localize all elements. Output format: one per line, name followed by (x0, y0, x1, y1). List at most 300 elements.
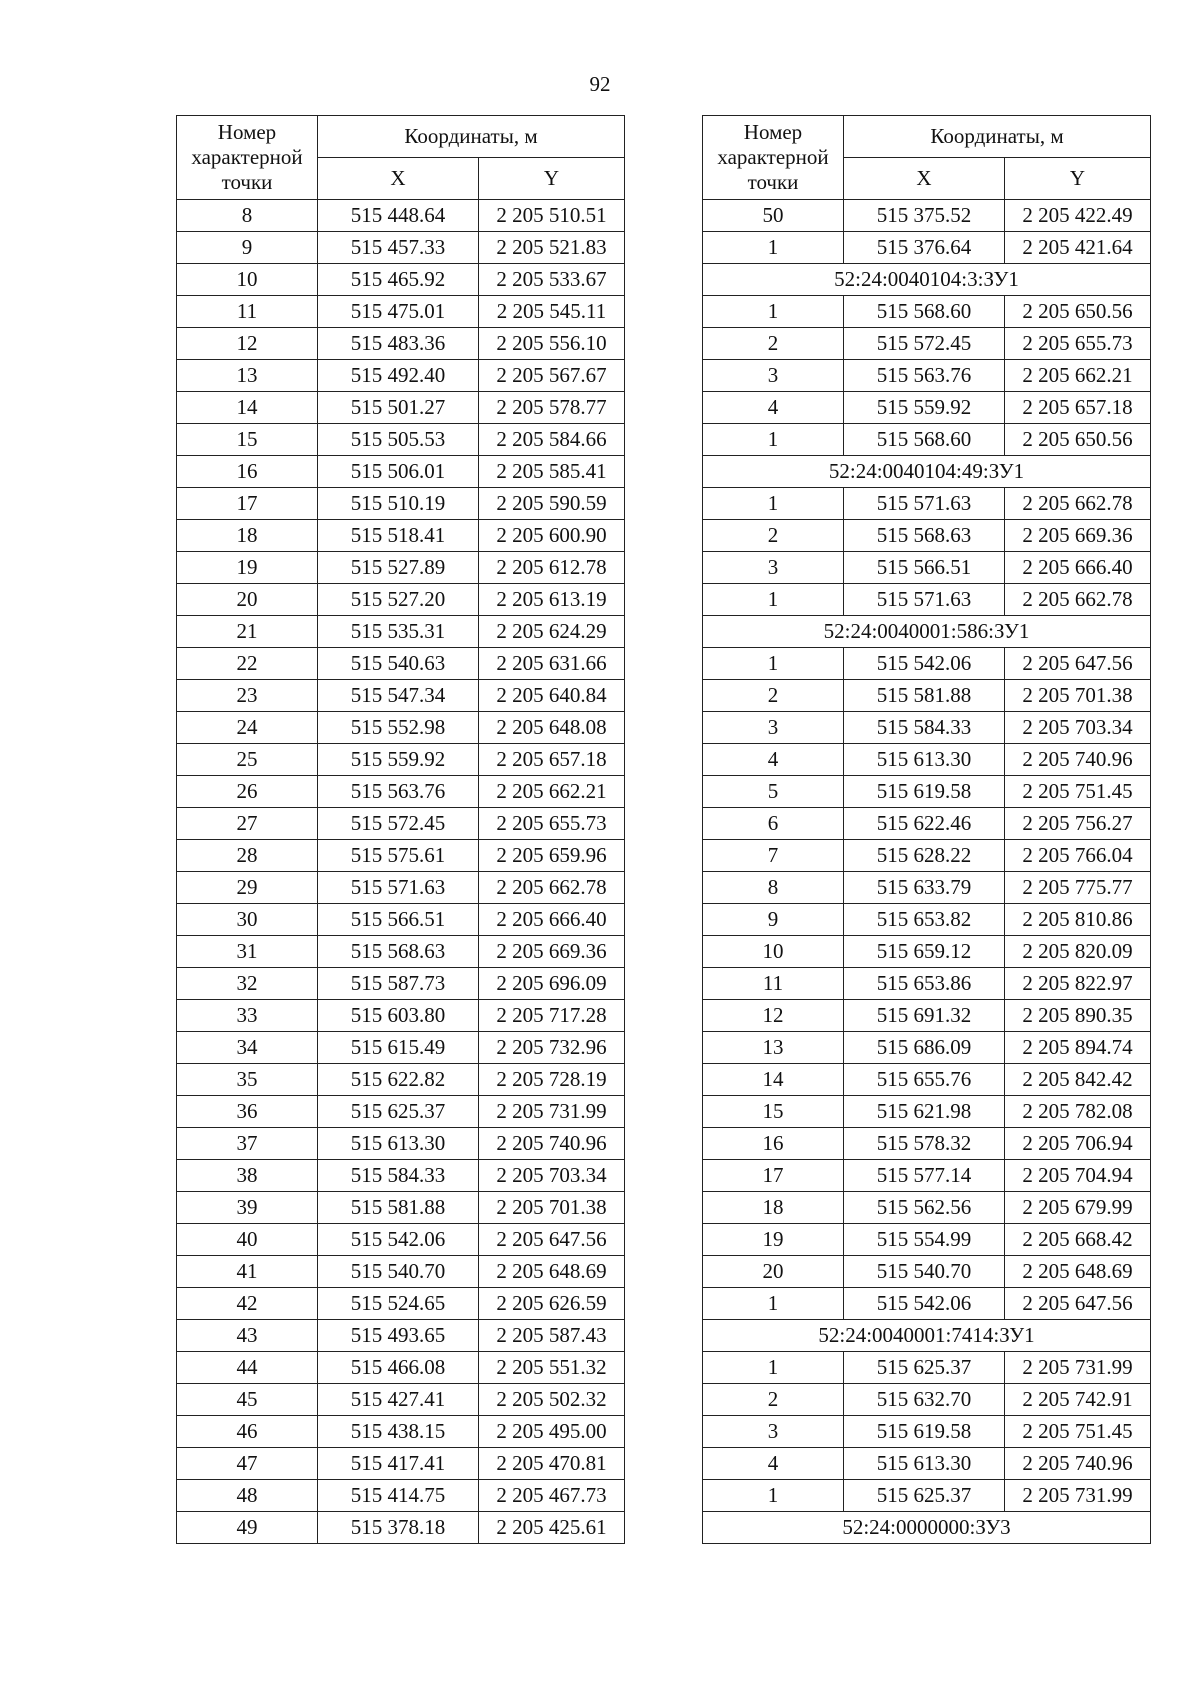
x-coordinate-cell: 515 619.58 (844, 776, 1005, 808)
coordinates-table-left (176, 115, 625, 1544)
y-coordinate-cell: 2 205 751.45 (1005, 776, 1151, 808)
table-row (703, 584, 1151, 616)
x-coordinate-cell: 515 691.32 (844, 1000, 1005, 1032)
y-coordinate-cell: 2 205 612.78 (479, 552, 625, 584)
table-row (177, 1352, 625, 1384)
x-coordinate-cell: 515 581.88 (844, 680, 1005, 712)
point-number-cell: 29 (177, 872, 318, 904)
point-number-cell: 43 (177, 1320, 318, 1352)
point-number-cell: 4 (703, 392, 844, 424)
point-number-cell: 16 (177, 456, 318, 488)
x-coordinate-cell: 515 518.41 (318, 520, 479, 552)
y-coordinate-cell: 2 205 657.18 (1005, 392, 1151, 424)
x-coordinate-cell: 515 457.33 (318, 232, 479, 264)
point-number-cell: 3 (703, 552, 844, 584)
table-row (177, 680, 625, 712)
point-number-cell: 1 (703, 424, 844, 456)
y-coordinate-cell: 2 205 510.51 (479, 200, 625, 232)
point-number-cell: 6 (703, 808, 844, 840)
x-coordinate-cell: 515 417.41 (318, 1448, 479, 1480)
section-row (703, 264, 1151, 296)
x-coordinate-cell: 515 659.12 (844, 936, 1005, 968)
y-coordinate-cell: 2 205 650.56 (1005, 296, 1151, 328)
table-row (703, 648, 1151, 680)
point-number-cell: 36 (177, 1096, 318, 1128)
table-row (177, 744, 625, 776)
point-number-cell: 40 (177, 1224, 318, 1256)
x-coordinate-cell: 515 535.31 (318, 616, 479, 648)
x-coordinate-cell: 515 376.64 (844, 232, 1005, 264)
table-row (703, 552, 1151, 584)
x-coordinate-cell: 515 566.51 (844, 552, 1005, 584)
table-row (177, 1032, 625, 1064)
x-coordinate-cell: 515 568.60 (844, 424, 1005, 456)
table-row (703, 776, 1151, 808)
x-coordinate-cell: 515 633.79 (844, 872, 1005, 904)
section-row (703, 616, 1151, 648)
table-row (703, 424, 1151, 456)
x-coordinate-cell: 515 375.52 (844, 200, 1005, 232)
y-coordinate-cell: 2 205 590.59 (479, 488, 625, 520)
table-row (177, 456, 625, 488)
y-coordinate-cell: 2 205 820.09 (1005, 936, 1151, 968)
table-row (703, 232, 1151, 264)
section-row (703, 1512, 1151, 1544)
x-coordinate-cell: 515 427.41 (318, 1384, 479, 1416)
x-coordinate-cell: 515 492.40 (318, 360, 479, 392)
point-number-cell: 47 (177, 1448, 318, 1480)
x-coordinate-cell: 515 655.76 (844, 1064, 1005, 1096)
x-coordinate-cell: 515 632.70 (844, 1384, 1005, 1416)
table-row (177, 520, 625, 552)
y-coordinate-cell: 2 205 647.56 (1005, 648, 1151, 680)
x-coordinate-cell: 515 542.06 (318, 1224, 479, 1256)
y-coordinate-cell: 2 205 584.66 (479, 424, 625, 456)
point-number-cell: 17 (703, 1160, 844, 1192)
x-coordinate-cell: 515 613.30 (318, 1128, 479, 1160)
point-number-cell: 24 (177, 712, 318, 744)
x-coordinate-cell: 515 653.86 (844, 968, 1005, 1000)
table-row (703, 1064, 1151, 1096)
point-number-cell: 25 (177, 744, 318, 776)
x-coordinate-cell: 515 527.89 (318, 552, 479, 584)
point-number-cell: 37 (177, 1128, 318, 1160)
y-coordinate-cell: 2 205 626.59 (479, 1288, 625, 1320)
table-body (177, 200, 625, 1544)
y-coordinate-cell: 2 205 742.91 (1005, 1384, 1151, 1416)
y-coordinate-cell: 2 205 703.34 (1005, 712, 1151, 744)
point-number-cell: 38 (177, 1160, 318, 1192)
x-coordinate-cell: 515 547.34 (318, 680, 479, 712)
x-coordinate-cell: 515 622.46 (844, 808, 1005, 840)
x-coordinate-cell: 515 501.27 (318, 392, 479, 424)
point-number-cell: 2 (703, 680, 844, 712)
y-coordinate-cell: 2 205 775.77 (1005, 872, 1151, 904)
table-row (177, 840, 625, 872)
x-coordinate-cell: 515 625.37 (844, 1352, 1005, 1384)
y-coordinate-cell: 2 205 662.21 (479, 776, 625, 808)
cadastral-section-label: 52:24:0000000:ЗУ3 (703, 1512, 1151, 1544)
table-row (177, 264, 625, 296)
coordinates-header: Координаты, м (318, 116, 625, 158)
table-row (703, 712, 1151, 744)
point-number-cell: 15 (177, 424, 318, 456)
point-number-cell: 3 (703, 1416, 844, 1448)
table-row (177, 552, 625, 584)
x-coordinate-cell: 515 378.18 (318, 1512, 479, 1544)
y-coordinate-cell: 2 205 679.99 (1005, 1192, 1151, 1224)
y-coordinate-cell: 2 205 647.56 (479, 1224, 625, 1256)
table-row (703, 488, 1151, 520)
cadastral-section-label: 52:24:0040001:7414:ЗУ1 (703, 1320, 1151, 1352)
table-row (703, 744, 1151, 776)
table-row (177, 1064, 625, 1096)
point-number-cell: 19 (177, 552, 318, 584)
x-coordinate-cell: 515 613.30 (844, 744, 1005, 776)
point-number-cell: 8 (703, 872, 844, 904)
table-row (703, 904, 1151, 936)
table-row (177, 808, 625, 840)
point-number-cell: 20 (177, 584, 318, 616)
point-number-cell: 18 (703, 1192, 844, 1224)
x-coordinate-cell: 515 619.58 (844, 1416, 1005, 1448)
point-number-cell: 9 (703, 904, 844, 936)
table-row (703, 936, 1151, 968)
x-coordinate-cell: 515 466.08 (318, 1352, 479, 1384)
point-number-header: Номер характерной точки (703, 116, 844, 200)
x-header: X (318, 158, 479, 200)
table-body (703, 200, 1151, 1544)
y-coordinate-cell: 2 205 751.45 (1005, 1416, 1151, 1448)
y-coordinate-cell: 2 205 728.19 (479, 1064, 625, 1096)
cadastral-section-label: 52:24:0040104:3:ЗУ1 (703, 264, 1151, 296)
y-coordinate-cell: 2 205 731.99 (1005, 1352, 1151, 1384)
point-number-cell: 41 (177, 1256, 318, 1288)
point-number-cell: 10 (177, 264, 318, 296)
table-row (703, 520, 1151, 552)
table-row (177, 1512, 625, 1544)
y-coordinate-cell: 2 205 648.69 (1005, 1256, 1151, 1288)
table-row (703, 1448, 1151, 1480)
y-coordinate-cell: 2 205 533.67 (479, 264, 625, 296)
point-number-cell: 13 (177, 360, 318, 392)
table-row (177, 1128, 625, 1160)
x-coordinate-cell: 515 568.63 (844, 520, 1005, 552)
table-row (177, 1384, 625, 1416)
y-coordinate-cell: 2 205 731.99 (1005, 1480, 1151, 1512)
y-coordinate-cell: 2 205 696.09 (479, 968, 625, 1000)
point-number-header: Номер характерной точки (177, 116, 318, 200)
point-number-cell: 30 (177, 904, 318, 936)
x-coordinate-cell: 515 505.53 (318, 424, 479, 456)
point-number-cell: 11 (177, 296, 318, 328)
table-row (703, 1032, 1151, 1064)
y-coordinate-cell: 2 205 585.41 (479, 456, 625, 488)
y-coordinate-cell: 2 205 701.38 (479, 1192, 625, 1224)
point-number-cell: 4 (703, 1448, 844, 1480)
y-coordinate-cell: 2 205 740.96 (1005, 744, 1151, 776)
y-coordinate-cell: 2 205 631.66 (479, 648, 625, 680)
y-coordinate-cell: 2 205 706.94 (1005, 1128, 1151, 1160)
point-number-cell: 3 (703, 712, 844, 744)
y-coordinate-cell: 2 205 731.99 (479, 1096, 625, 1128)
x-coordinate-cell: 515 510.19 (318, 488, 479, 520)
point-number-cell: 3 (703, 360, 844, 392)
coordinates-table-right (702, 115, 1151, 1544)
point-number-cell: 11 (703, 968, 844, 1000)
x-coordinate-cell: 515 615.49 (318, 1032, 479, 1064)
point-number-cell: 1 (703, 584, 844, 616)
table-row (177, 1288, 625, 1320)
point-number-cell: 20 (703, 1256, 844, 1288)
table-row (703, 1160, 1151, 1192)
point-number-cell: 14 (703, 1064, 844, 1096)
coordinates-header: Координаты, м (844, 116, 1151, 158)
point-number-cell: 2 (703, 1384, 844, 1416)
x-coordinate-cell: 515 568.63 (318, 936, 479, 968)
cadastral-section-label: 52:24:0040001:586:ЗУ1 (703, 616, 1151, 648)
point-number-cell: 5 (703, 776, 844, 808)
point-number-cell: 31 (177, 936, 318, 968)
table-row (703, 1096, 1151, 1128)
x-coordinate-cell: 515 571.63 (844, 488, 1005, 520)
point-number-cell: 39 (177, 1192, 318, 1224)
x-coordinate-cell: 515 540.70 (318, 1256, 479, 1288)
table-row (703, 680, 1151, 712)
table-row (703, 1000, 1151, 1032)
y-header: Y (479, 158, 625, 200)
point-number-cell: 13 (703, 1032, 844, 1064)
table-row (177, 296, 625, 328)
x-coordinate-cell: 515 552.98 (318, 712, 479, 744)
table-row (177, 1320, 625, 1352)
point-number-cell: 50 (703, 200, 844, 232)
point-number-cell: 14 (177, 392, 318, 424)
x-coordinate-cell: 515 542.06 (844, 648, 1005, 680)
point-number-cell: 1 (703, 1352, 844, 1384)
point-number-cell: 33 (177, 1000, 318, 1032)
table-row (703, 1192, 1151, 1224)
x-coordinate-cell: 515 625.37 (844, 1480, 1005, 1512)
point-number-cell: 1 (703, 648, 844, 680)
table-row (177, 232, 625, 264)
point-number-cell: 19 (703, 1224, 844, 1256)
y-coordinate-cell: 2 205 704.94 (1005, 1160, 1151, 1192)
table-row (177, 1480, 625, 1512)
x-coordinate-cell: 515 577.14 (844, 1160, 1005, 1192)
point-number-cell: 9 (177, 232, 318, 264)
point-number-cell: 1 (703, 1480, 844, 1512)
x-coordinate-cell: 515 540.63 (318, 648, 479, 680)
y-coordinate-cell: 2 205 545.11 (479, 296, 625, 328)
table-row (177, 392, 625, 424)
point-number-cell: 15 (703, 1096, 844, 1128)
y-coordinate-cell: 2 205 662.78 (1005, 488, 1151, 520)
table-row (177, 872, 625, 904)
y-coordinate-cell: 2 205 578.77 (479, 392, 625, 424)
cadastral-section-label: 52:24:0040104:49:ЗУ1 (703, 456, 1151, 488)
x-coordinate-cell: 515 566.51 (318, 904, 479, 936)
y-coordinate-cell: 2 205 502.32 (479, 1384, 625, 1416)
table-row (177, 616, 625, 648)
table-row (703, 1352, 1151, 1384)
point-number-cell: 12 (703, 1000, 844, 1032)
y-coordinate-cell: 2 205 624.29 (479, 616, 625, 648)
x-coordinate-cell: 515 571.63 (844, 584, 1005, 616)
y-coordinate-cell: 2 205 640.84 (479, 680, 625, 712)
table-row (703, 200, 1151, 232)
x-coordinate-cell: 515 584.33 (318, 1160, 479, 1192)
table-row (177, 776, 625, 808)
y-coordinate-cell: 2 205 810.86 (1005, 904, 1151, 936)
point-number-cell: 44 (177, 1352, 318, 1384)
table-row (703, 872, 1151, 904)
x-coordinate-cell: 515 563.76 (318, 776, 479, 808)
point-number-cell: 8 (177, 200, 318, 232)
y-coordinate-cell: 2 205 467.73 (479, 1480, 625, 1512)
y-coordinate-cell: 2 205 740.96 (1005, 1448, 1151, 1480)
point-number-cell: 34 (177, 1032, 318, 1064)
point-number-cell: 12 (177, 328, 318, 360)
x-coordinate-cell: 515 465.92 (318, 264, 479, 296)
y-coordinate-cell: 2 205 842.42 (1005, 1064, 1151, 1096)
y-coordinate-cell: 2 205 782.08 (1005, 1096, 1151, 1128)
x-coordinate-cell: 515 628.22 (844, 840, 1005, 872)
x-coordinate-cell: 515 578.32 (844, 1128, 1005, 1160)
table-row (703, 1224, 1151, 1256)
table-row (177, 328, 625, 360)
y-coordinate-cell: 2 205 740.96 (479, 1128, 625, 1160)
page-number: 92 (589, 72, 611, 96)
y-coordinate-cell: 2 205 822.97 (1005, 968, 1151, 1000)
y-coordinate-cell: 2 205 890.35 (1005, 1000, 1151, 1032)
table-row (177, 712, 625, 744)
x-coordinate-cell: 515 540.70 (844, 1256, 1005, 1288)
y-coordinate-cell: 2 205 422.49 (1005, 200, 1151, 232)
x-coordinate-cell: 515 524.65 (318, 1288, 479, 1320)
point-number-cell: 7 (703, 840, 844, 872)
point-number-cell: 23 (177, 680, 318, 712)
table-row (703, 968, 1151, 1000)
x-coordinate-cell: 515 581.88 (318, 1192, 479, 1224)
point-number-cell: 45 (177, 1384, 318, 1416)
x-coordinate-cell: 515 542.06 (844, 1288, 1005, 1320)
y-coordinate-cell: 2 205 650.56 (1005, 424, 1151, 456)
y-coordinate-cell: 2 205 470.81 (479, 1448, 625, 1480)
x-coordinate-cell: 515 653.82 (844, 904, 1005, 936)
y-coordinate-cell: 2 205 666.40 (479, 904, 625, 936)
table-row (177, 1448, 625, 1480)
x-coordinate-cell: 515 625.37 (318, 1096, 479, 1128)
section-row (703, 1320, 1151, 1352)
y-coordinate-cell: 2 205 648.69 (479, 1256, 625, 1288)
point-number-cell: 2 (703, 328, 844, 360)
y-coordinate-cell: 2 205 669.36 (1005, 520, 1151, 552)
table-row (703, 1256, 1151, 1288)
table-row (177, 904, 625, 936)
x-coordinate-cell: 515 568.60 (844, 296, 1005, 328)
y-coordinate-cell: 2 205 894.74 (1005, 1032, 1151, 1064)
y-coordinate-cell: 2 205 425.61 (479, 1512, 625, 1544)
x-coordinate-cell: 515 559.92 (844, 392, 1005, 424)
x-coordinate-cell: 515 438.15 (318, 1416, 479, 1448)
x-coordinate-cell: 515 621.98 (844, 1096, 1005, 1128)
point-number-cell: 21 (177, 616, 318, 648)
y-coordinate-cell: 2 205 669.36 (479, 936, 625, 968)
x-coordinate-cell: 515 448.64 (318, 200, 479, 232)
table-header (177, 116, 625, 200)
x-coordinate-cell: 515 563.76 (844, 360, 1005, 392)
table-row (703, 1480, 1151, 1512)
y-coordinate-cell: 2 205 732.96 (479, 1032, 625, 1064)
x-coordinate-cell: 515 587.73 (318, 968, 479, 1000)
point-number-cell: 4 (703, 744, 844, 776)
y-coordinate-cell: 2 205 657.18 (479, 744, 625, 776)
point-number-cell: 10 (703, 936, 844, 968)
point-number-cell: 17 (177, 488, 318, 520)
x-coordinate-cell: 515 554.99 (844, 1224, 1005, 1256)
table-row (177, 584, 625, 616)
x-coordinate-cell: 515 506.01 (318, 456, 479, 488)
x-coordinate-cell: 515 686.09 (844, 1032, 1005, 1064)
y-coordinate-cell: 2 205 659.96 (479, 840, 625, 872)
y-coordinate-cell: 2 205 666.40 (1005, 552, 1151, 584)
table-row (703, 328, 1151, 360)
point-number-cell: 46 (177, 1416, 318, 1448)
table-row (177, 936, 625, 968)
y-coordinate-cell: 2 205 648.08 (479, 712, 625, 744)
table-row (177, 200, 625, 232)
x-coordinate-cell: 515 603.80 (318, 1000, 479, 1032)
y-coordinate-cell: 2 205 662.78 (479, 872, 625, 904)
y-coordinate-cell: 2 205 495.00 (479, 1416, 625, 1448)
y-header: Y (1005, 158, 1151, 200)
table-row (703, 1384, 1151, 1416)
point-number-cell: 2 (703, 520, 844, 552)
table-row (177, 488, 625, 520)
point-number-cell: 32 (177, 968, 318, 1000)
table-row (177, 1416, 625, 1448)
y-coordinate-cell: 2 205 613.19 (479, 584, 625, 616)
y-coordinate-cell: 2 205 662.78 (1005, 584, 1151, 616)
y-coordinate-cell: 2 205 703.34 (479, 1160, 625, 1192)
y-coordinate-cell: 2 205 766.04 (1005, 840, 1151, 872)
table-row (177, 424, 625, 456)
point-number-cell: 27 (177, 808, 318, 840)
y-coordinate-cell: 2 205 521.83 (479, 232, 625, 264)
y-coordinate-cell: 2 205 421.64 (1005, 232, 1151, 264)
point-number-cell: 22 (177, 648, 318, 680)
x-coordinate-cell: 515 575.61 (318, 840, 479, 872)
table-row (703, 360, 1151, 392)
table-row (703, 1416, 1151, 1448)
x-header: X (844, 158, 1005, 200)
table-row (177, 1160, 625, 1192)
point-number-cell: 35 (177, 1064, 318, 1096)
table-row (177, 1224, 625, 1256)
point-number-cell: 26 (177, 776, 318, 808)
y-coordinate-cell: 2 205 655.73 (1005, 328, 1151, 360)
y-coordinate-cell: 2 205 668.42 (1005, 1224, 1151, 1256)
x-coordinate-cell: 515 493.65 (318, 1320, 479, 1352)
table-row (703, 1128, 1151, 1160)
x-coordinate-cell: 515 414.75 (318, 1480, 479, 1512)
table-row (177, 1096, 625, 1128)
point-number-cell: 49 (177, 1512, 318, 1544)
y-coordinate-cell: 2 205 556.10 (479, 328, 625, 360)
point-number-cell: 48 (177, 1480, 318, 1512)
table-row (177, 360, 625, 392)
